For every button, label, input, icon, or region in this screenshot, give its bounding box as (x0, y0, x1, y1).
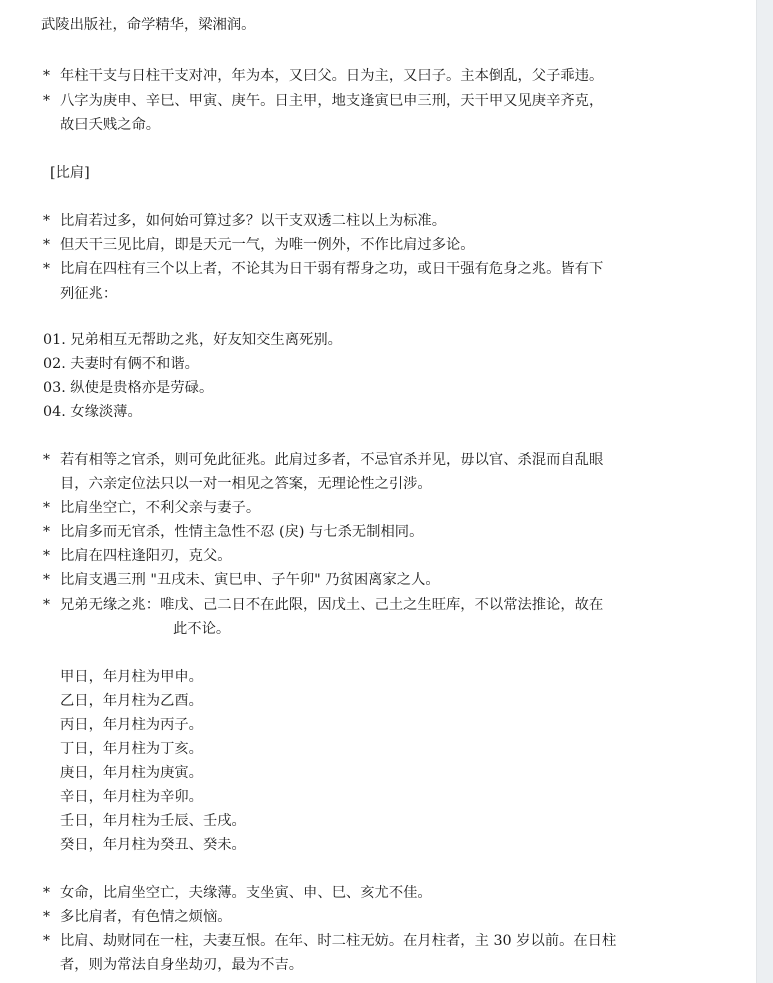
note-line: 女命，比肩坐空亡，夫缘薄。支坐寅、申、巳、亥尤不佳。 (60, 885, 432, 901)
section-title: [比肩] (50, 165, 90, 181)
note-line: 年柱干支与日柱干支对冲，年为本，又曰父。日为主，又曰子。主本倒乱，父子乖违。 (60, 68, 604, 84)
note-line: 者，则为常法自身坐劫刃，最为不吉。 (60, 957, 304, 973)
bullet: * (43, 548, 50, 564)
note-line: 若有相等之官杀，则可免此征兆。此肩过多者，不忌官杀并见，毋以官、杀混而自乱眼 (60, 452, 604, 468)
day-item: 乙日，年月柱为乙酉。 (60, 693, 203, 709)
bullet: * (43, 885, 50, 901)
note-line: 但天干三见比肩，即是天元一气，为唯一例外，不作比肩过多论。 (60, 237, 475, 253)
sign-item: 04. 女缘淡薄。 (43, 404, 142, 420)
day-item: 丁日，年月柱为丁亥。 (60, 741, 203, 757)
bullet: * (43, 500, 50, 516)
note-line: 比肩坐空亡，不利父亲与妻子。 (60, 500, 261, 516)
bullet: * (43, 933, 50, 949)
note-line: 比肩多而无官杀，性情主急性不忍 (戾) 与七杀无制相同。 (60, 524, 424, 540)
bullet: * (43, 93, 50, 109)
note-line: 故曰夭贱之命。 (60, 117, 161, 133)
day-item: 庚日，年月柱为庚寅。 (60, 765, 203, 781)
scrollbar-track[interactable] (756, 0, 773, 983)
sign-item: 01. 兄弟相互无帮助之兆，好友知交生离死别。 (43, 332, 342, 348)
note-line: 八字为庚申、辛巳、甲寅、庚午。日主甲，地支逢寅巳申三刑，天干甲又见庚辛齐克， (60, 93, 604, 109)
note-line: 目，六亲定位法只以一对一相见之答案，无理论性之引涉。 (60, 476, 432, 492)
bullet: * (43, 68, 50, 84)
note-line: 兄弟无缘之兆：唯戊、己二日不在此限，因戊土、己土之生旺库，不以常法推论，故在 (60, 597, 604, 613)
bullet: * (43, 909, 50, 925)
note-line: 比肩、劫财同在一柱，夫妻互恨。在年、时二柱无妨。在月柱者，主 30 岁以前。在日柱 (60, 933, 617, 949)
note-line: 此不论。 (173, 621, 231, 637)
intro-line: 武陵出版社，命学精华，梁湘润。 (41, 17, 256, 33)
day-item: 丙日，年月柱为丙子。 (60, 717, 203, 733)
note-line: 列征兆： (60, 286, 118, 302)
bullet: * (43, 452, 50, 468)
bullet: * (43, 572, 50, 588)
note-line: 比肩若过多，如何始可算过多？以干支双透二柱以上为标准。 (60, 213, 447, 229)
bullet: * (43, 237, 50, 253)
day-item: 壬日，年月柱为壬辰、壬戌。 (60, 813, 246, 829)
bullet: * (43, 261, 50, 277)
bullet: * (43, 524, 50, 540)
day-item: 辛日，年月柱为辛卯。 (60, 789, 203, 805)
day-item: 甲日，年月柱为甲申。 (60, 669, 203, 685)
day-item: 癸日，年月柱为癸丑、癸未。 (60, 837, 246, 853)
bullet: * (43, 213, 50, 229)
note-line: 比肩支遇三刑 "丑戌未、寅巳申、子午卯" 乃贫困离家之人。 (60, 572, 440, 588)
sign-item: 03. 纵使是贵格亦是劳碌。 (43, 380, 214, 396)
sign-item: 02. 夫妻时有俩不和谐。 (43, 356, 199, 372)
note-line: 多比肩者，有色情之烦恼。 (60, 909, 232, 925)
note-line: 比肩在四柱有三个以上者，不论其为日干弱有帮身之功，或日干强有危身之兆。皆有下 (60, 261, 604, 277)
bullet: * (43, 597, 50, 613)
note-line: 比肩在四柱逢阳刃，克父。 (60, 548, 232, 564)
